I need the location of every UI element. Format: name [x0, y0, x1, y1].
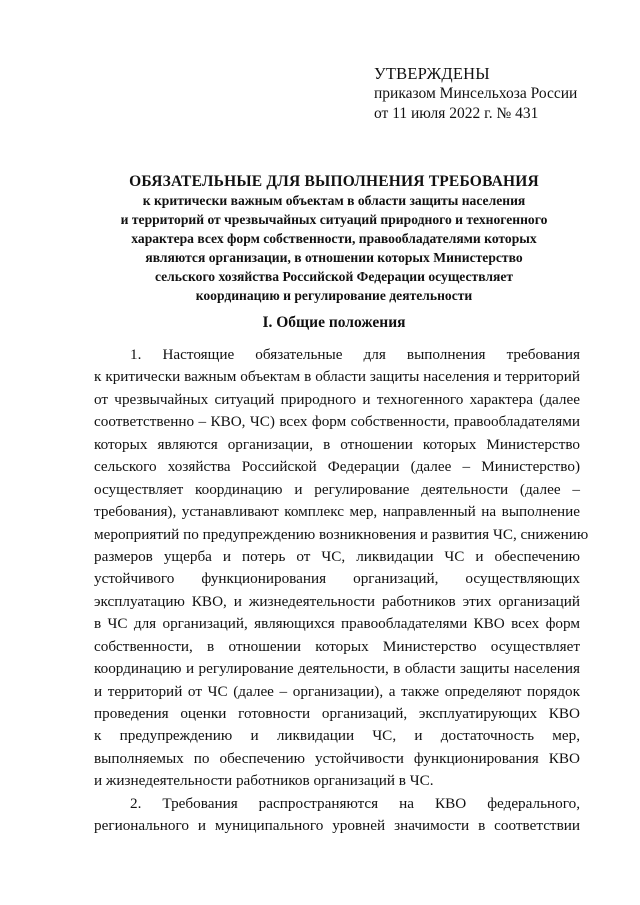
approval-order: приказом Минсельхоза России — [374, 85, 578, 102]
paragraph-line: мероприятий по предупреждению возникновения и развития ЧС, снижению — [94, 525, 589, 543]
title-line: координацию и регулирование деятельности — [195, 288, 473, 303]
paragraph-line: эксплуатацию КВО, и жизнедеятельности работников этих организаций — [94, 592, 580, 610]
paragraph-line: размеров ущерба и потерь от ЧС, ликвидации ЧС и обеспечению — [94, 547, 580, 565]
paragraph-line: 1. Настоящие обязательные для выполнения требования — [130, 346, 580, 363]
paragraph-line: собственности, в отношении которых Министерство осуществляет — [94, 637, 580, 655]
document-title — [84, 172, 584, 305]
paragraph-1 — [94, 344, 589, 793]
approval-stamp — [374, 64, 577, 124]
paragraph-line: соответственно – КВО, ЧС) всех форм собственности, правообладателями — [94, 413, 580, 431]
paragraph-line: 2. Требования распространяются на КВО федерального, — [130, 794, 580, 812]
paragraph-line: осуществляет координацию и регулирование деятельности (далее – — [94, 480, 580, 498]
paragraph-line: координацию и регулирование деятельности, в области защиты населения — [94, 660, 580, 678]
title-line: к критически важным объектам в области защиты населения — [142, 193, 526, 208]
paragraph-line: выполняемых по обеспечению устойчивости функционирования КВО — [94, 749, 580, 767]
paragraph-line: и жизнедеятельности работников организаций в ЧС. — [94, 772, 434, 790]
paragraph-line: к критически важным объектам в области защиты населения и территорий — [94, 368, 580, 386]
paragraph-line: проведения оценки готовности организаций, эксплуатирующих КВО — [94, 705, 580, 722]
paragraph-line: которых являются организации, в отношении которых Министерство — [94, 435, 580, 453]
approval-heading: УТВЕРЖДЕНЫ — [374, 64, 490, 83]
paragraph-line: сельского хозяйства Российской Федерации (далее – Министерство) — [94, 458, 580, 476]
title-line: характера всех форм собственности, правообладателями которых — [131, 231, 537, 246]
paragraph-line: регионального и муниципального уровней значимости в соответствии — [94, 817, 580, 835]
title-main: ОБЯЗАТЕЛЬНЫЕ ДЛЯ ВЫПОЛНЕНИЯ ТРЕБОВАНИЯ — [129, 173, 539, 190]
paragraph-line: и территорий от ЧС (далее – организации), а также определяют порядок — [94, 682, 580, 700]
section-heading: I. Общие положения — [262, 314, 406, 331]
paragraph-line: устойчивого функционирования организаций, осуществляющих — [94, 570, 580, 588]
paragraph-line: требования), устанавливают комплекс мер, направленный на выполнение — [94, 503, 580, 521]
approval-date: от 11 июля 2022 г. № 431 — [374, 105, 539, 122]
document-body — [94, 344, 589, 838]
paragraph-line: в ЧС для организаций, являющихся правообладателями КВО всех форм — [94, 615, 580, 633]
title-line: сельского хозяйства Российской Федерации осуществляет — [154, 269, 514, 284]
paragraph-line: от чрезвычайных ситуаций природного и техногенного характера (далее — [94, 390, 580, 408]
paragraph-line: к предупреждению и ликвидации ЧС, и достаточность мер, — [94, 727, 580, 745]
title-line: и территорий от чрезвычайных ситуаций природного и техногенного — [120, 212, 548, 227]
paragraph-2 — [94, 793, 580, 838]
title-line: являются организации, в отношении которых Министерство — [145, 250, 523, 265]
